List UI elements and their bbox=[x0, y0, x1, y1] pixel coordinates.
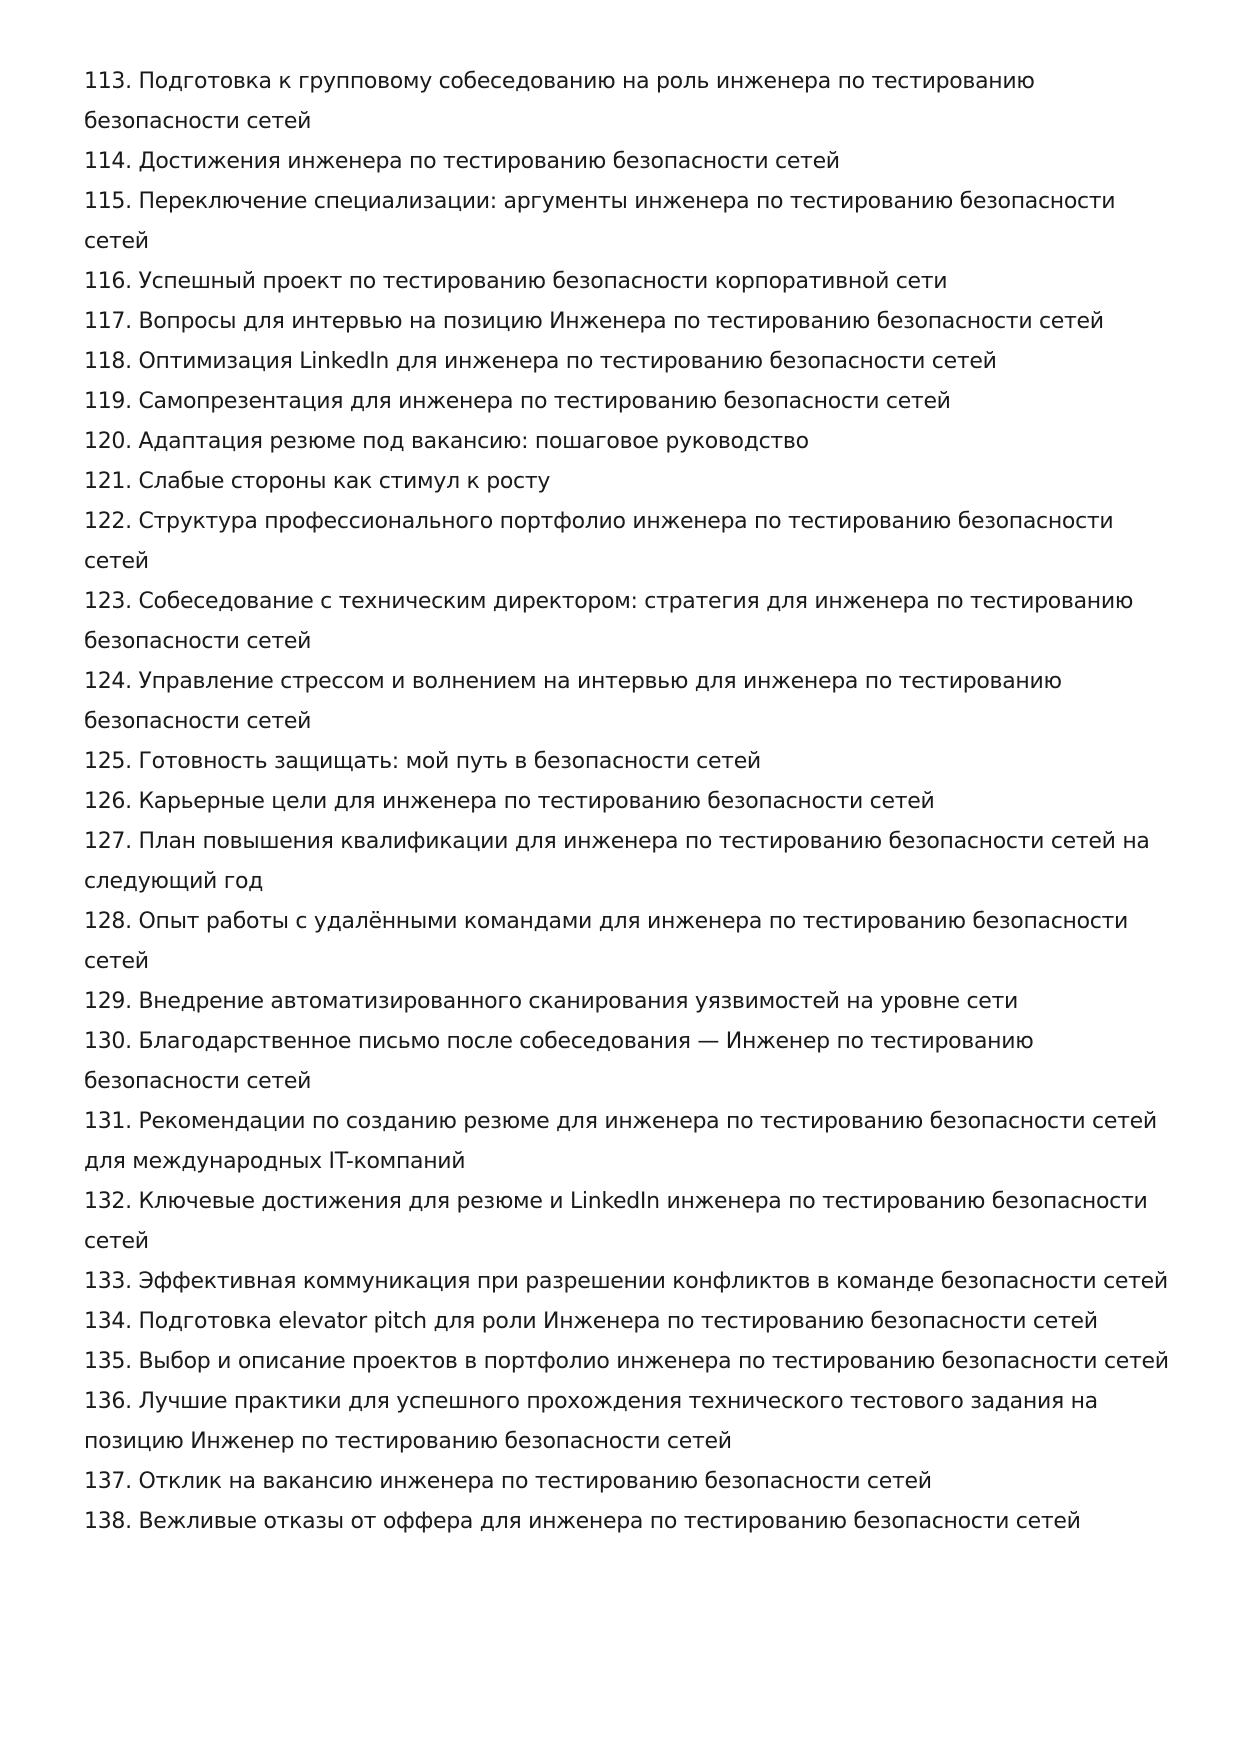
list-item: 116. Успешный проект по тестированию безопасности корпоративной сети bbox=[84, 269, 948, 294]
list-item: 137. Отклик на вакансию инженера по тестированию безопасности сетей bbox=[84, 1469, 932, 1494]
list-item: 121. Слабые стороны как стимул к росту bbox=[84, 469, 551, 494]
list-item: 132. Ключевые достижения для резюме и LinkedIn инженера по тестированию безопасности сетей bbox=[84, 1189, 1148, 1254]
list-item: 136. Лучшие практики для успешного прохождения технического тестового задания на позицию Инженер по тестированию безопасности сетей bbox=[84, 1389, 1098, 1454]
list-item: 119. Самопрезентация для инженера по тестированию безопасности сетей bbox=[84, 389, 951, 414]
list-item: 131. Рекомендации по созданию резюме для инженера по тестированию безопасности сетей для международных IT-компаний bbox=[84, 1109, 1157, 1174]
list-item: 129. Внедрение автоматизированного сканирования уязвимостей на уровне сети bbox=[84, 989, 1018, 1014]
list-item: 130. Благодарственное письмо после собеседования — Инженер по тестированию безопасности сетей bbox=[84, 1029, 1034, 1094]
list-item: 126. Карьерные цели для инженера по тестированию безопасности сетей bbox=[84, 789, 935, 814]
list-item: 127. План повышения квалификации для инженера по тестированию безопасности сетей на следующий год bbox=[84, 829, 1150, 894]
list-item: 125. Готовность защищать: мой путь в безопасности сетей bbox=[84, 749, 761, 774]
list-item: 114. Достижения инженера по тестированию безопасности сетей bbox=[84, 149, 840, 174]
list-item: 138. Вежливые отказы от оффера для инженера по тестированию безопасности сетей bbox=[84, 1509, 1081, 1534]
list-item: 113. Подготовка к групповому собеседованию на роль инженера по тестированию безопасности сетей bbox=[84, 69, 1035, 134]
list-item: 124. Управление стрессом и волнением на интервью для инженера по тестированию безопасности сетей bbox=[84, 669, 1062, 734]
list-item: 135. Выбор и описание проектов в портфолио инженера по тестированию безопасности сетей bbox=[84, 1349, 1169, 1374]
list-item: 123. Собеседование с техническим директором: стратегия для инженера по тестированию безопасности сетей bbox=[84, 589, 1134, 654]
list-item: 117. Вопросы для интервью на позицию Инженера по тестированию безопасности сетей bbox=[84, 309, 1104, 334]
list-item: 120. Адаптация резюме под вакансию: пошаговое руководство bbox=[84, 429, 809, 454]
list-item: 134. Подготовка elevator pitch для роли Инженера по тестированию безопасности сетей bbox=[84, 1309, 1098, 1334]
list-item: 133. Эффективная коммуникация при разрешении конфликтов в команде безопасности сетей bbox=[84, 1269, 1168, 1294]
list-item: 118. Оптимизация LinkedIn для инженера по тестированию безопасности сетей bbox=[84, 349, 997, 374]
list-item: 115. Переключение специализации: аргументы инженера по тестированию безопасности сетей bbox=[84, 189, 1116, 254]
list-item: 128. Опыт работы с удалёнными командами для инженера по тестированию безопасности сетей bbox=[84, 909, 1129, 974]
topic-list bbox=[84, 62, 1174, 1542]
list-item: 122. Структура профессионального портфолио инженера по тестированию безопасности сетей bbox=[84, 509, 1114, 574]
